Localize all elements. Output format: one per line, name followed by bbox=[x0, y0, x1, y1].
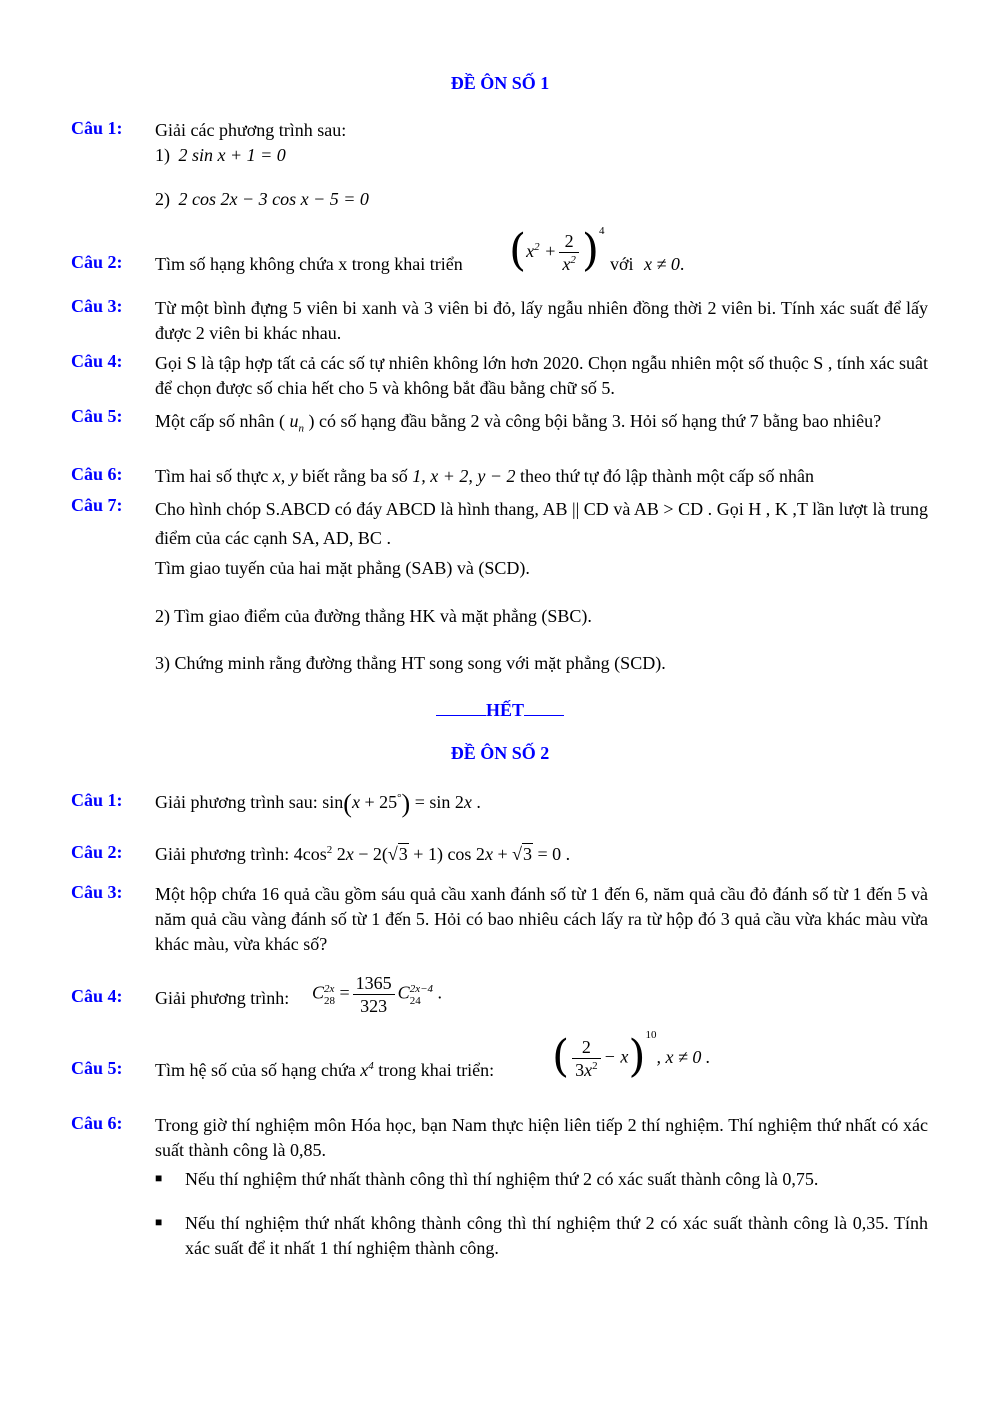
equation: $4\cos^2$ 2x − 2(√3 + 1) cos 2x + √3 = 0 . bbox=[293, 844, 571, 864]
question-text: theo thứ tự đó lập thành một cấp số nhân bbox=[519, 466, 814, 486]
equation: 2 sin x + 1 = 0 bbox=[178, 145, 286, 165]
exam1-title: ĐỀ ÔN SỐ 1 bbox=[450, 73, 550, 93]
question-label: Câu 4: bbox=[71, 986, 123, 1006]
bullet-icon: ■ bbox=[155, 1171, 163, 1185]
question-text: Tìm hai số thực bbox=[155, 466, 269, 486]
question-text: Trong giờ thí nghiệm môn Hóa học, bạn Nam thực hiện liên tiếp 2 thí nghiệm. Thí nghiệm thứ nhất có xác suất thành công là 0,85. bbox=[155, 1115, 928, 1160]
question-text: Tìm giao tuyến của hai mặt phẳng (SAB) và (SCD). bbox=[155, 558, 530, 578]
bullet-text: Nếu thí nghiệm thứ nhất thành công thì thí nghiệm thứ 2 có xác suất thành công là 0,75. bbox=[185, 1169, 819, 1189]
equation: sin(x + 25°) = sin 2x . bbox=[322, 788, 481, 818]
binomial-expression: ($x^2$ + $\frac{2}{x^2}$ )$^4$ bbox=[509, 224, 605, 276]
condition: x ≠ 0 bbox=[644, 254, 680, 274]
question-label: Câu 2: bbox=[71, 252, 123, 272]
suffix-text: với bbox=[610, 254, 634, 274]
question-text: Một cấp số nhân ( bbox=[155, 411, 285, 431]
question-text: Một hộp chứa 16 quả cầu gồm sáu quả cầu xanh đánh số từ 1 đến 6, năm quả cầu đỏ đánh số từ 1 đến 5 và năm quả cầu vàng đánh số từ 1 đến 5. Hỏi có bao nhiêu cách lấy ra từ hộp đó 3 quả cầu vừa khác màu vừa khác màu, vừa khác số? bbox=[155, 884, 928, 954]
bullet-icon: ■ bbox=[155, 1215, 163, 1229]
question-text: 3) Chứng minh rằng đường thẳng HT song song với mặt phẳng (SCD). bbox=[155, 653, 666, 673]
exam2-title: ĐỀ ÔN SỐ 2 bbox=[450, 743, 550, 763]
power-term: $x^4$ bbox=[360, 1060, 374, 1080]
question-text: Cho hình chóp S.ABCD có đáy ABCD là hình thang, AB || CD và AB > CD . Gọi H , K ,T lần lượt là trung điểm của các cạnh SA, AD, BC . bbox=[155, 499, 928, 548]
question-text: Tìm số hạng không chứa x trong khai triển bbox=[155, 254, 463, 274]
equation: C 2x 28 = $\frac{1365}{323}$ C 2x−4 24 . bbox=[312, 973, 442, 1016]
binomial-expression: ( $\frac{2}{3x^2}$ − x)$^{10}$, x ≠ 0 . bbox=[552, 1028, 711, 1082]
part-number: 1) bbox=[155, 145, 170, 165]
part-number: 2) bbox=[155, 189, 170, 209]
sequence-terms: 1, x + 2, y − 2 bbox=[412, 466, 516, 486]
question-label: Câu 5: bbox=[71, 406, 123, 426]
question-text: Giải phương trình: bbox=[155, 988, 290, 1008]
question-label: Câu 1: bbox=[71, 790, 123, 810]
question-label: Câu 5: bbox=[71, 1058, 123, 1078]
bullet-text: Nếu thí nghiệm thứ nhất không thành công thì thí nghiệm thứ 2 có xác suất thành công là 0,35. Tính xác suất để it nhất 1 thí nghiệm thành công. bbox=[185, 1213, 928, 1258]
question-label: Câu 7: bbox=[71, 495, 123, 515]
question-label: Câu 3: bbox=[71, 296, 123, 316]
question-text: Giải phương trình: bbox=[155, 844, 290, 864]
question-text: trong khai triển: bbox=[378, 1060, 495, 1080]
question-label: Câu 3: bbox=[71, 882, 123, 902]
question-text: Gọi S là tập hợp tất cả các số tự nhiên không lớn hơn 2020. Chọn ngẫu nhiên một số thuộc S , tính xác suât để chọn được số chia hết cho 5 và không bắt đầu bằng chữ số 5. bbox=[155, 353, 928, 398]
question-label: Câu 2: bbox=[71, 842, 123, 862]
question-label: Câu 1: bbox=[71, 118, 123, 138]
question-text: Giải các phương trình sau: bbox=[155, 120, 347, 140]
question-text: biết rằng ba số bbox=[302, 466, 408, 486]
question-label: Câu 6: bbox=[71, 1113, 123, 1133]
question-label: Câu 6: bbox=[71, 464, 123, 484]
question-text: Từ một bình đựng 5 viên bi xanh và 3 viên bi đỏ, lấy ngẫu nhiên đồng thời 2 viên bi. Tính xác suất để lấy được 2 viên bi khác nhau. bbox=[155, 298, 928, 343]
exam1-end bbox=[0, 700, 1000, 721]
end-text: HẾT bbox=[485, 700, 524, 720]
question-text: 2) Tìm giao điểm của đường thẳng HK và mặt phẳng (SBC). bbox=[155, 606, 592, 626]
variables: x, y bbox=[272, 466, 298, 486]
sequence-symbol: $u_n$ bbox=[289, 411, 304, 435]
question-text: Giải phương trình sau: bbox=[155, 792, 318, 812]
question-text: ) có số hạng đầu bằng 2 và công bội bằng 3. Hỏi số hạng thứ 7 bằng bao nhiêu? bbox=[308, 411, 882, 431]
question-label: Câu 4: bbox=[71, 351, 123, 371]
equation: 2 cos 2x − 3 cos x − 5 = 0 bbox=[178, 189, 369, 209]
question-text: Tìm hệ số của số hạng chứa bbox=[155, 1060, 356, 1080]
